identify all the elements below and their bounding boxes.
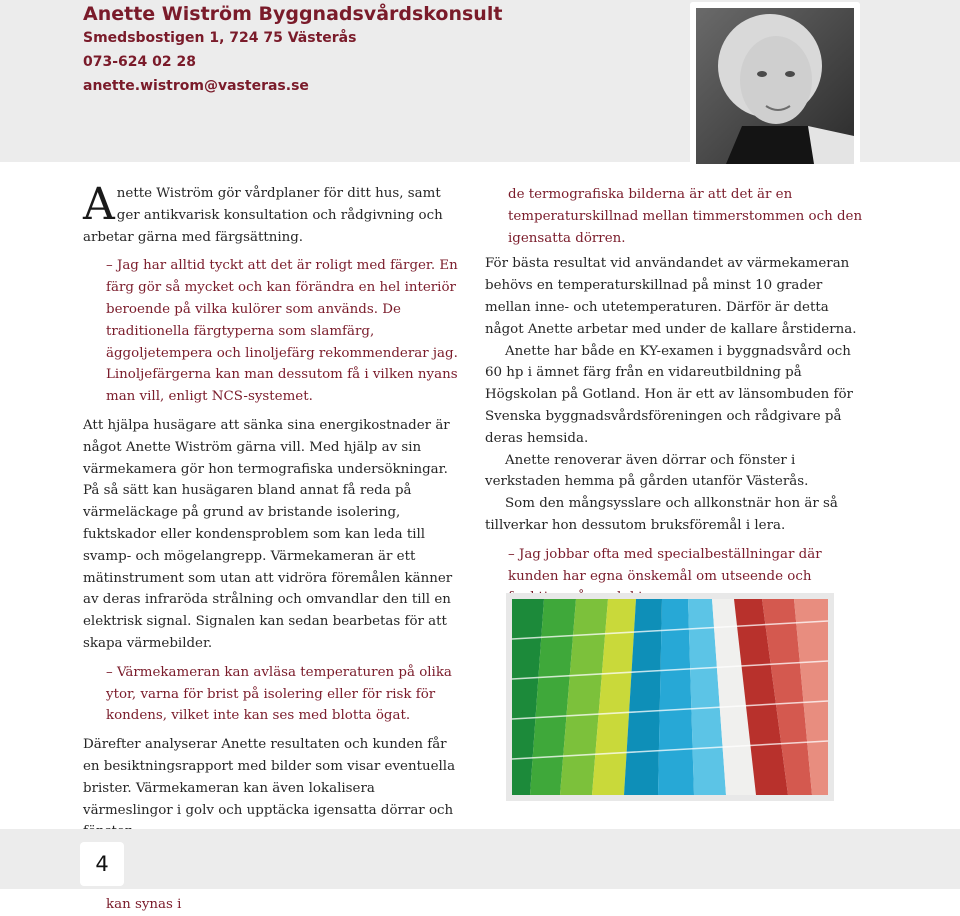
page-number-box: [80, 842, 124, 886]
page-number: 4: [95, 852, 109, 876]
ceramics-paragraph: Som den mångsysslare och allkonstnär hon är så tillverkar hon dessutom bruksföremål i lera.: [485, 496, 838, 533]
analysis-paragraph: Därefter analyserar Anette resultaten och kunden får en besiktningsrapport med bilder som visar eventuella brister. Värmekameran kan även lokalisera värmeslingor i golv och upptäcka igensatta dörrar och: [83, 737, 456, 818]
education-paragraph: Anette har både en KY-examen i byggnadsvård och 60 hp i ämnet färg från en vidareutbildning på Högskolan på Gotland. Hon är ett av länsombuden för Svenska byggnadsvårdsföreningen och rådgivare på deras hemsida.: [485, 343, 853, 446]
quote-orders: – Jag jobbar ofta med specialbeställningar där kunden har egna önskemål om utseende och: [508, 546, 822, 584]
email: anette.wistrom@vasteras.se: [83, 78, 309, 94]
right-column: [485, 184, 865, 609]
intro-text: nette Wiström gör vårdplaner för ditt hus, samt ger antikvarisk konsultation och rådgivning och arbetar gärna med färgsättning.: [83, 186, 443, 245]
quote-hidden-door: kan synas i: [106, 896, 182, 912]
portrait-photo: [690, 2, 860, 164]
portrait-image: [696, 8, 854, 164]
quote-continued: de termografiska bilderna är att det är en temperaturskillnad mellan timmerstommen och den igensatta dörren.: [508, 187, 863, 246]
swatch-fan-image: [512, 599, 828, 795]
energy-paragraph: Att hjälpa husägare att sänka sina energikostnader är något Anette Wiström gärna vill. Med hjälp av sin värmekamera gör hon termografiska undersökningar. På så sätt kan husägaren bland annat få reda på värmeläckage på grund av bristande isolering, fuktskador eller kondensproblem som kan leda till svamp- och mögelangrepp. Värmekameran är ett mätinstrument som utan att vidröra föremålen känner av deras infraröda strålning och omvandlar den till en elektrisk signal. Signalen kan sedan bearbetas för att skapa värmebilder.: [83, 417, 453, 651]
phone: 073-624 02 28: [83, 54, 196, 70]
footer-band: [0, 829, 960, 889]
company-name: Anette Wiström Byggnadsvårdskonsult: [83, 3, 503, 25]
quote-camera: – Värmekameran kan avläsa temperaturen på olika ytor, varna för brist på isolering eller för risk för kondens, vilket inte kan ses med blotta ögat.: [106, 664, 452, 724]
left-column: [83, 179, 463, 916]
renovation-paragraph: Anette renoverar även dörrar och fönster i verkstaden hemma på gården utanför Västerås.: [485, 452, 809, 490]
color-swatches-photo: [506, 593, 834, 801]
quote-colors: – Jag har alltid tyckt att det är roligt med färger. En färg gör så mycket och kan förändra en hel interiör beroende på vilka kulörer som används. De traditionella färgtyperna som slamfärg, äggoljetempera och linoljefärg rekommenderar jag. Linoljefärgerna kan man dessutom få i vilken nyans man vill, enligt NCS-systemet.: [106, 258, 458, 405]
drop-cap: A: [83, 179, 115, 230]
intro-paragraph: [83, 179, 463, 248]
results-paragraph: För bästa resultat vid användandet av värmekameran behövs en temperaturskillnad på minst 10 grader mellan inne- och utetemperaturen. Därför är detta något Anette arbetar med under de kallare årstiderna.: [485, 256, 857, 337]
address: Smedsbostigen 1, 724 75 Västerås: [83, 30, 357, 46]
